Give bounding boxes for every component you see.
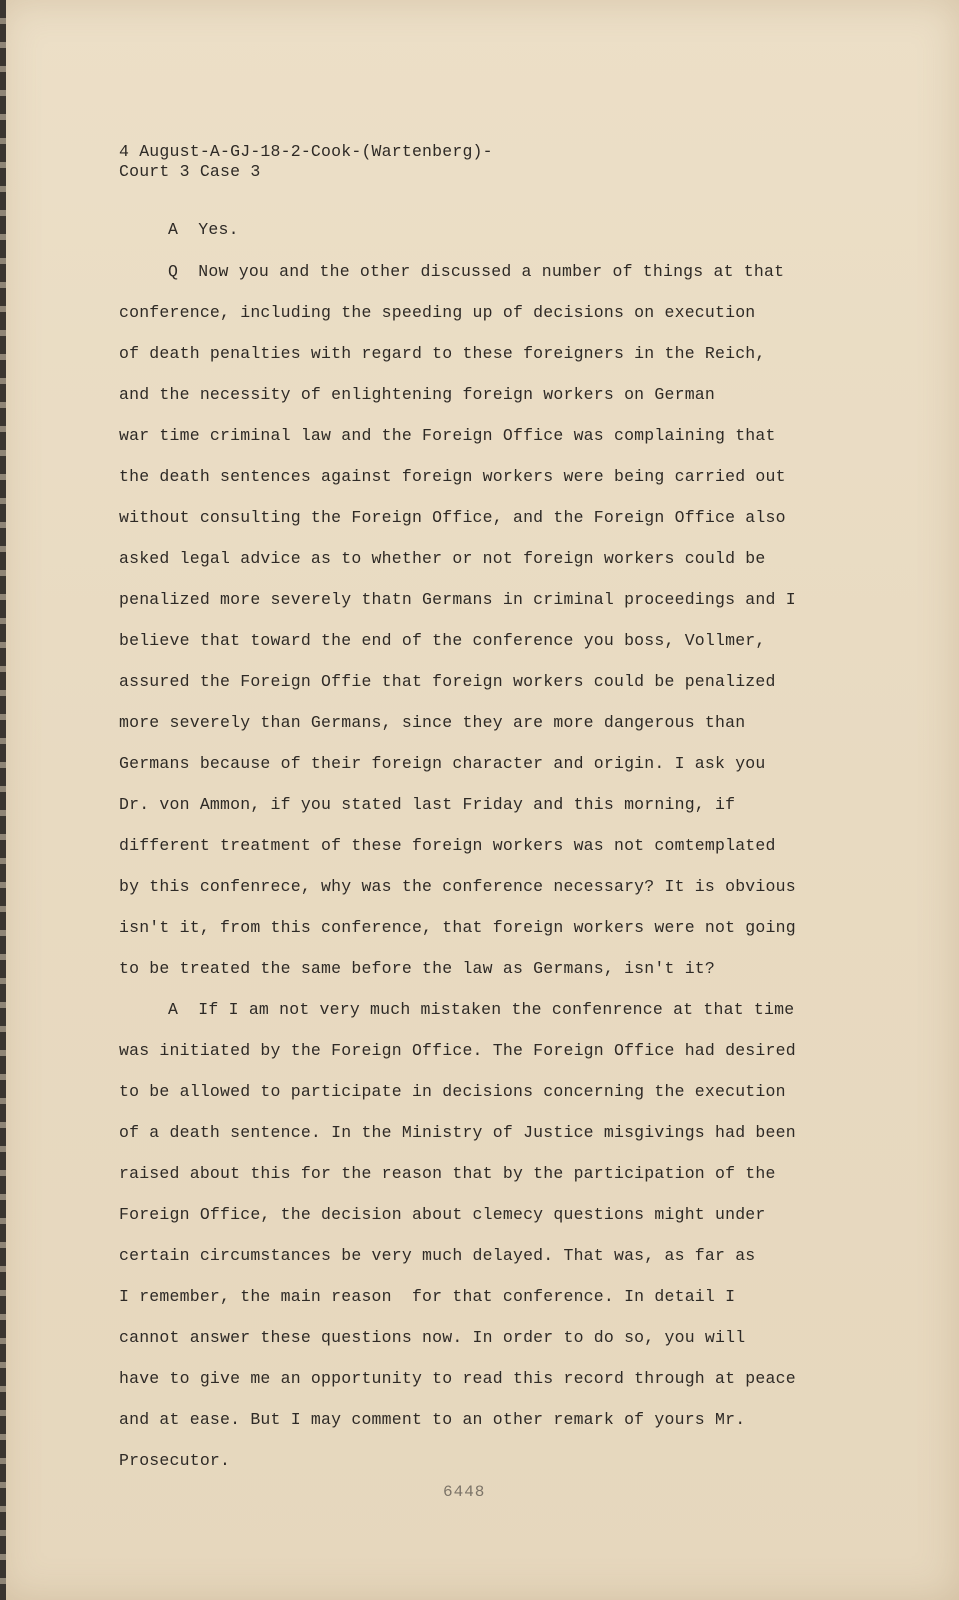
question-line: more severely than Germans, since they are more dangerous than [119, 713, 746, 732]
answer-line: A Yes. [168, 220, 239, 239]
question-line: conference, including the speeding up of decisions on execution [119, 303, 756, 322]
answer-line: A If I am not very much mistaken the confenrence at that time [168, 1000, 795, 1019]
answer-line: raised about this for the reason that by the participation of the [119, 1164, 776, 1183]
question-line: Dr. von Ammon, if you stated last Friday and this morning, if [119, 795, 736, 814]
question-line: different treatment of these foreign workers was not comtemplated [119, 836, 776, 855]
answer-line: cannot answer these questions now. In order to do so, you will [119, 1328, 746, 1347]
question-line: without consulting the Foreign Office, and the Foreign Office also [119, 508, 786, 527]
question-line: Germans because of their foreign character and origin. I ask you [119, 754, 766, 773]
question-line: Q Now you and the other discussed a number of things at that [168, 262, 785, 281]
question-line: assured the Foreign Offie that foreign workers could be penalized [119, 672, 776, 691]
header-line-1: 4 August-A-GJ-18-2-Cook-(Wartenberg)- [119, 142, 493, 161]
question-line: war time criminal law and the Foreign Office was complaining that [119, 426, 776, 445]
page-number: 6448 [443, 1483, 486, 1501]
binding-edge [0, 0, 6, 1600]
question-line: and the necessity of enlightening foreign workers on German [119, 385, 715, 404]
answer-line: and at ease. But I may comment to an other remark of yours Mr. [119, 1410, 746, 1429]
answer-line: was initiated by the Foreign Office. The Foreign Office had desired [119, 1041, 796, 1060]
question-line: by this confenrece, why was the conference necessary? It is obvious [119, 877, 796, 896]
answer-line: of a death sentence. In the Ministry of Justice misgivings had been [119, 1123, 796, 1142]
header-line-2: Court 3 Case 3 [119, 162, 261, 181]
answer-line: certain circumstances be very much delayed. That was, as far as [119, 1246, 756, 1265]
question-line: asked legal advice as to whether or not foreign workers could be [119, 549, 766, 568]
question-line: the death sentences against foreign workers were being carried out [119, 467, 786, 486]
answer-line: have to give me an opportunity to read this record through at peace [119, 1369, 796, 1388]
answer-line: Foreign Office, the decision about clemecy questions might under [119, 1205, 766, 1224]
question-line: isn't it, from this conference, that foreign workers were not going [119, 918, 796, 937]
answer-line: I remember, the main reason for that conference. In detail I [119, 1287, 736, 1306]
question-line: to be treated the same before the law as Germans, isn't it? [119, 959, 715, 978]
question-line: believe that toward the end of the conference you boss, Vollmer, [119, 631, 766, 650]
question-line: penalized more severely thatn Germans in criminal proceedings and I [119, 590, 796, 609]
question-line: of death penalties with regard to these foreigners in the Reich, [119, 344, 766, 363]
answer-line: Prosecutor. [119, 1451, 231, 1470]
answer-line: to be allowed to participate in decisions concerning the execution [119, 1082, 786, 1101]
